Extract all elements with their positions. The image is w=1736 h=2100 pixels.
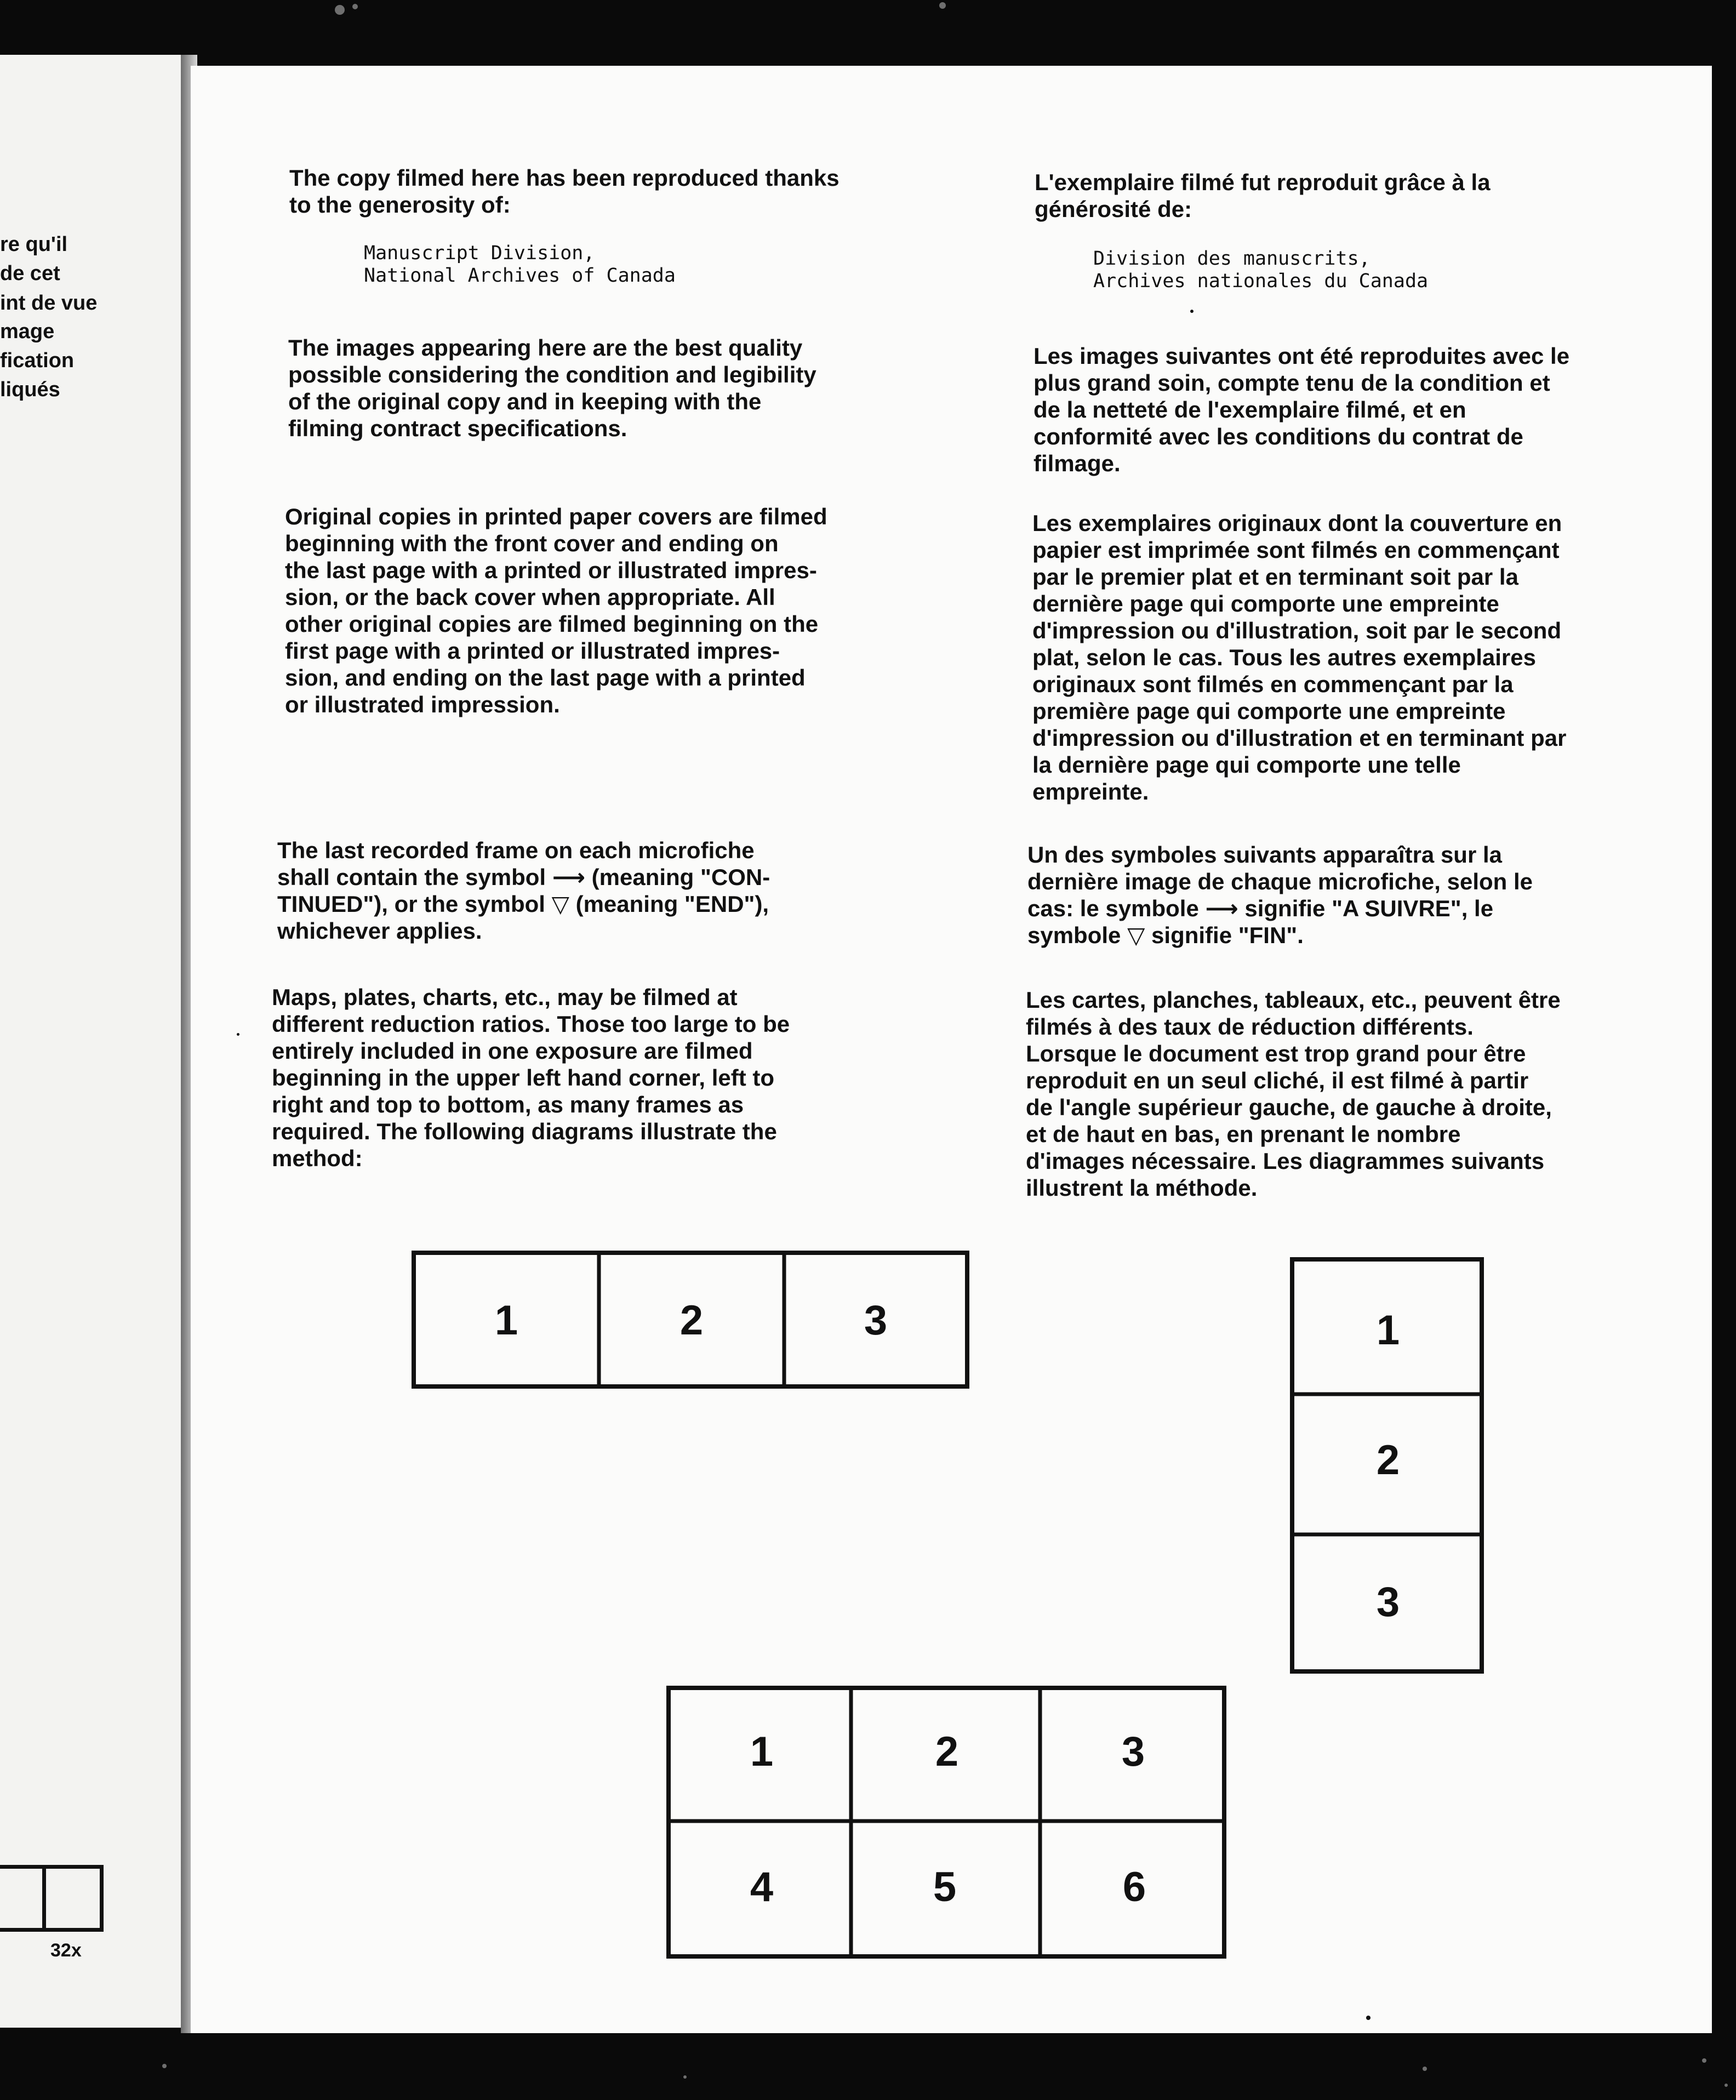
frame-number: 1: [494, 1297, 518, 1344]
frame-number: 2: [679, 1297, 704, 1344]
french-originals-paragraph: Les exemplaires originaux dont la couverture en papier est imprimée sont filmés en commençant par le premier plat et en terminant soit par la dernière page qui comporte une empreinte d'impression ou d'illustration, soit par le second plat, selon le cas. Tous les autres exemplaires originaux sont filmés en commençant par la première page qui comporte une empreinte d'impression ou d'illustration et en terminant par la dernière page qui comporte une telle empreinte.: [1032, 510, 1567, 804]
scan-speck: [1366, 2016, 1370, 2020]
french-quality-paragraph: Les images suivantes ont été reproduites avec le plus grand soin, compte tenu de la condition et de la netteté de l'exemplaire filmé, et en conformité avec les conditions du contrat de filmage.: [1033, 343, 1570, 476]
frame-number: 5: [933, 1864, 957, 1910]
left-fragment: int de vue: [0, 292, 98, 315]
scan-speck: [237, 1033, 239, 1036]
french-maps-paragraph: Les cartes, planches, tableaux, etc., peuvent être filmés à des taux de réduction différents. Lorsque le document est trop grand pour être reproduit en un seul cliché, il est filmé à partir de l'angle supérieur gauche, de gauche à droite, et de haut en bas, en prenant le nombre d'images nécessaire. Les diagrammes suivants illustrent la méthode.: [1026, 987, 1561, 1201]
reduction-label: 32x: [50, 1940, 82, 1961]
frame-number: 1: [1376, 1307, 1400, 1354]
left-fragment: re qu'il: [0, 233, 68, 256]
frame-number: 1: [750, 1728, 774, 1775]
english-credit-source: Manuscript Division, National Archives of Canada: [364, 242, 676, 287]
english-credit-intro: The copy filmed here has been reproduced thanks to the generosity of:: [289, 165, 840, 218]
frame-number: 3: [864, 1297, 888, 1344]
frame-number: 3: [1121, 1728, 1145, 1775]
french-symbols-paragraph: Un des symboles suivants apparaîtra sur la dernière image de chaque microfiche, selon le cas: le symbole ⟶ signifie "A SUIVRE", le symbole ▽ signifie "FIN".: [1027, 842, 1533, 948]
frame-number: 3: [1376, 1579, 1400, 1625]
english-symbols-paragraph: The last recorded frame on each microfiche shall contain the symbol ⟶ (meaning "CON- TINUED"), or the symbol ▽ (meaning "END"), whichever applies.: [277, 837, 770, 944]
english-quality-paragraph: The images appearing here are the best quality possible considering the condition and legibility of the original copy and in keeping with the filming contract specifications.: [288, 335, 816, 441]
french-credit-intro: L'exemplaire filmé fut reproduit grâce à la générosité de:: [1035, 169, 1491, 222]
left-fragment: de cet: [0, 262, 60, 285]
left-fragment: mage: [0, 320, 55, 343]
english-originals-paragraph: Original copies in printed paper covers are filmed beginning with the front cover and ending on the last page with a printed or illustrated impres- sion, or the back cover when appropriate. All other original copies are filmed beginning on the first page with a printed or illustrated impres- sion, and ending on the last page with a printed or illustrated impression.: [285, 504, 827, 717]
english-maps-paragraph: Maps, plates, charts, etc., may be filmed at different reduction ratios. Those too large to be entirely included in one exposure are filmed beginning in the upper left hand corner, left to right and top to bottom, as many frames as required. The following diagrams illustrate the method:: [272, 984, 790, 1171]
frame-number: 6: [1122, 1864, 1146, 1910]
french-credit-source: Division des manuscrits, Archives nationales du Canada: [1093, 248, 1429, 292]
left-fragment: liqués: [0, 378, 60, 401]
scan-speck: [1190, 310, 1194, 313]
frame-number: 4: [750, 1864, 774, 1910]
left-fragment: fication: [0, 349, 75, 372]
frame-number: 2: [935, 1728, 959, 1775]
frame-number: 2: [1376, 1437, 1400, 1483]
